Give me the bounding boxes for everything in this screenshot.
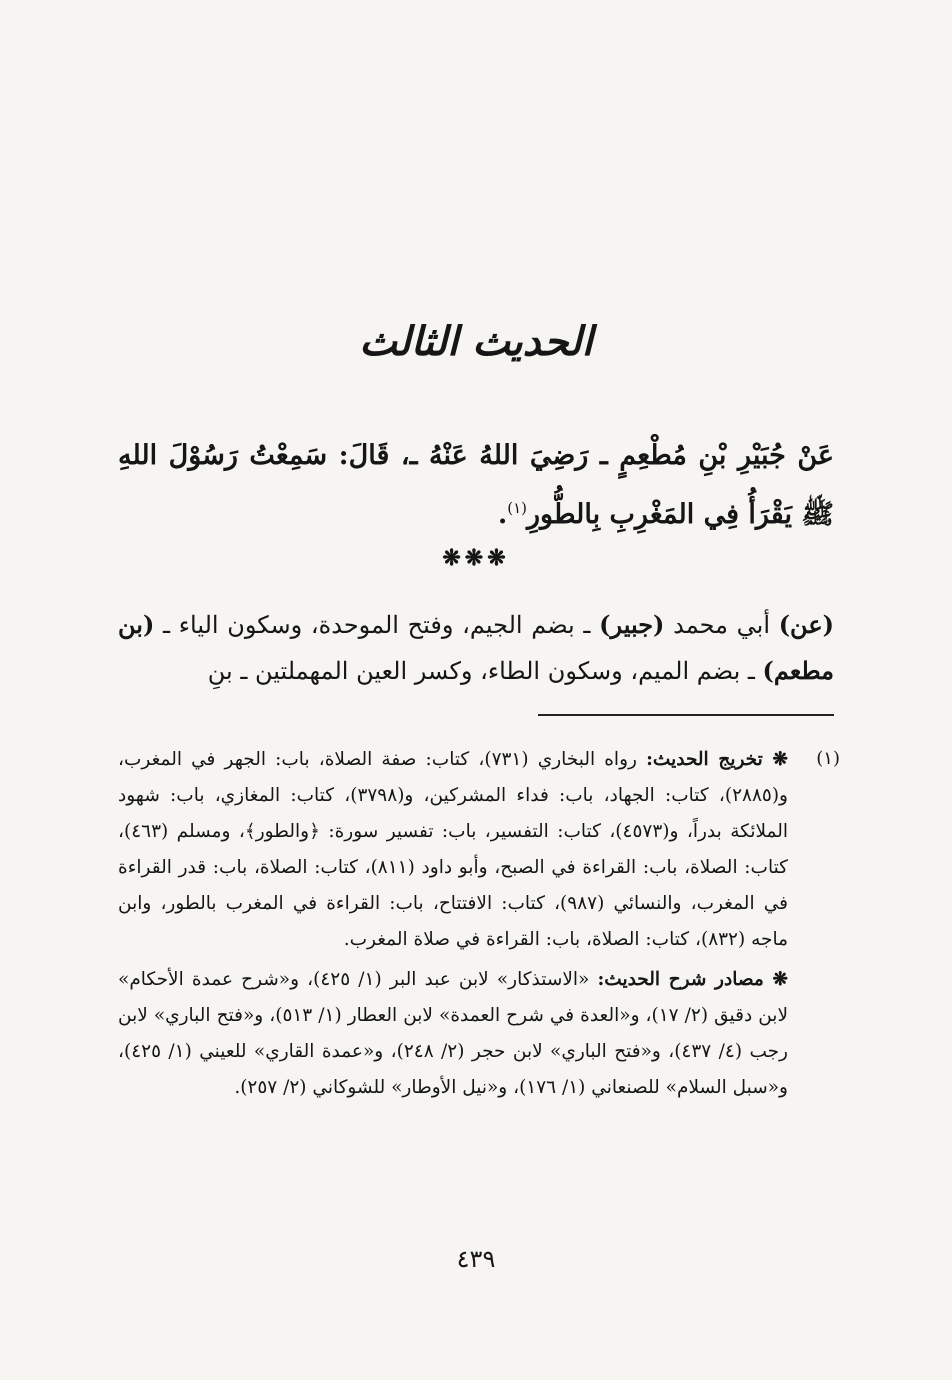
footnote-divider bbox=[538, 714, 834, 716]
hadith-title: الحديث الثالث bbox=[359, 318, 593, 365]
section-separator: ❋❋❋ bbox=[442, 545, 510, 571]
footnote-body bbox=[118, 742, 788, 1106]
commentary-part: أبي محمد bbox=[664, 611, 779, 639]
commentary-term-jubayr: (جبير) bbox=[599, 610, 665, 639]
hadith-body: عَنْ جُبَيْرِ بْنِ مُطْعِمٍ ـ رَضِيَ اللهُ عَنْهُ ـ، قَالَ: سَمِعْتُ رَسُوْلَ اللهِ ﷺ يَقْرَأُ فِي المَغْرِبِ بِالطُّورِ bbox=[118, 440, 834, 530]
commentary-text bbox=[118, 602, 834, 694]
page-number: ٤٣٩ bbox=[456, 1245, 496, 1273]
commentary-part: ـ بضم الجيم، وفتح الموحدة، وسكون الياء ـ bbox=[154, 611, 600, 639]
commentary-term-an: (عن) bbox=[778, 610, 834, 639]
sources-text: «الاستذكار» لابن عبد البر (١/ ٤٢٥)، و«شرح عمدة الأحكام» لابن دقيق (٢/ ١٧)، و«العدة في شرح العمدة» لابن العطار (١/ ٥١٣)، و«فتح الباري» لابن رجب (٤/ ٤٣٧)، و«فتح الباري» لابن حجر (٢/ ٢٤٨)، و«عمدة القاري» للعيني (١/ ٤٢٥)، و«سبل السلام» للصنعاني (١/ ١٧٦)، و«نيل الأوطار» للشوكاني (٢/ ٢٥٧). bbox=[118, 969, 789, 1098]
sources-label: ❋ مصادر شرح الحديث: bbox=[597, 969, 788, 990]
commentary-term-ibn-mutim: (بن مطعم) bbox=[118, 610, 834, 685]
footnote-reference[interactable]: (١) bbox=[507, 499, 528, 517]
takhrij-text: رواه البخاري (٧٣١)، كتاب: صفة الصلاة، باب: الجهر في المغرب، و(٢٨٨٥)، كتاب: الجهاد، باب: فداء المشركين، و(٣٧٩٨)، كتاب: المغازي، باب: شهود الملائكة بدراً، و(٤٥٧٣)، كتاب: التفسير، باب: تفسير سورة: ﴿والطور﴾، ومسلم (٤٦٣)، كتاب: الصلاة، باب: القراءة في الصبح، وأبو داود (٨١١)، كتاب: الصلاة، باب: قدر القراءة في المغرب، والنسائي (٩٨٧)، كتاب: الافتتاح، باب: القراءة في المغرب بالطور، وابن ماجه (٨٣٢)، كتاب: الصلاة، باب: القراءة في صلاة المغرب. bbox=[118, 749, 788, 950]
footnote-section bbox=[118, 742, 840, 1106]
takhrij-label: ❋ تخريج الحديث: bbox=[646, 749, 788, 770]
sources-paragraph bbox=[118, 962, 788, 1106]
hadith-text bbox=[118, 430, 834, 541]
footnote-number: (١) bbox=[816, 748, 840, 769]
hadith-end: . bbox=[497, 499, 508, 530]
commentary-part: ـ بضم الميم، وسكون الطاء، وكسر العين المهملتين ـ بنِ bbox=[207, 657, 763, 685]
takhrij-paragraph bbox=[118, 742, 788, 958]
